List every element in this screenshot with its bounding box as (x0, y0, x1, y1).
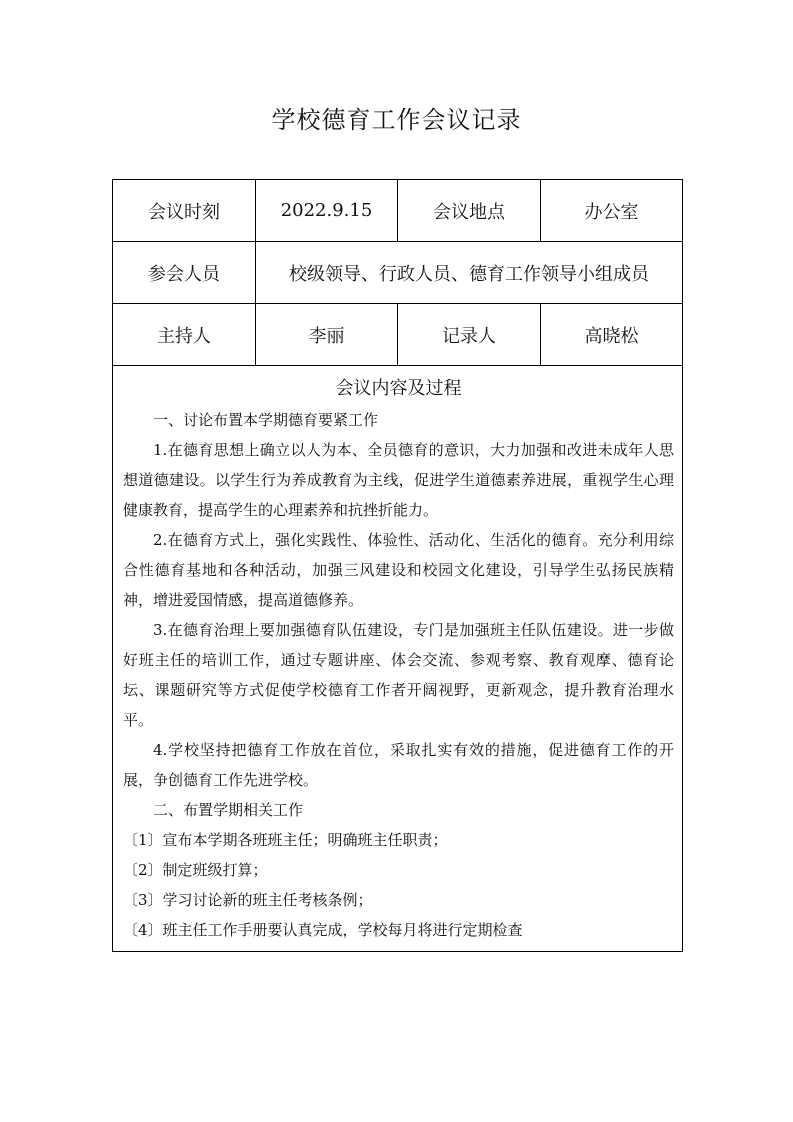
content-heading: 会议内容及过程 (335, 378, 462, 399)
recorder-label: 记录人 (398, 304, 541, 366)
host-value: 李丽 (256, 304, 398, 366)
recorder-value: 高晓松 (541, 304, 683, 366)
section-heading-2: 二、布置学期相关工作 (153, 801, 304, 819)
time-label: 会议时刻 (113, 180, 256, 242)
list-item: 〔1〕宣布本学期各班班主任；明确班主任职责； (123, 831, 448, 849)
list-item: 〔4〕班主任工作手册要认真完成，学校每月将进行定期检查 (123, 921, 523, 939)
attendees-row (113, 242, 683, 304)
list-item: 〔3〕学习讨论新的班主任考核条例； (123, 891, 373, 909)
time-value: 2022.9.15 (256, 180, 398, 242)
content-paragraph: 2.在德育方式上，强化实践性、体验性、活动化、生活化的德育。充分利用综合性德育基地和各种活动，加强三风建设和校园文化建设，引导学生弘扬民族精神，增进爱国情感，提高道德修养。 (123, 531, 674, 609)
list-item: 〔2〕制定班级打算； (123, 861, 268, 879)
section-heading-1: 一、讨论布置本学期德育要紧工作 (153, 411, 379, 429)
place-label: 会议地点 (398, 180, 541, 242)
meeting-record-table (112, 179, 683, 952)
attendees-value: 校级领导、行政人员、德育工作领导小组成员 (256, 242, 683, 304)
document-title: 学校德育工作会议记录 (271, 106, 522, 134)
time-place-row (113, 180, 683, 242)
content-row (113, 366, 683, 952)
place-value: 办公室 (541, 180, 683, 242)
meeting-content (113, 366, 683, 952)
attendees-label: 参会人员 (113, 242, 256, 304)
host-recorder-row (113, 304, 683, 366)
content-paragraph: 3.在德育治理上要加强德育队伍建设，专门是加强班主任队伍建设。进一步做好班主任的培训工作，通过专题讲座、体会交流、参观考察、教育观摩、德育论坛、课题研究等方式促使学校德育工作者开阔视野，更新观念，提升教育治理水平。 (123, 621, 674, 729)
content-paragraph: 1.在德育思想上确立以人为本、全员德育的意识，大力加强和改进未成年人思想道德建设。以学生行为养成教育为主线，促进学生道德素养进展，重视学生心理健康教育，提高学生的心理素养和抗挫折能力。 (123, 441, 674, 519)
content-paragraph: 4.学校坚持把德育工作放在首位，采取扎实有效的措施，促进德育工作的开展，争创德育工作先进学校。 (123, 741, 674, 789)
host-label: 主持人 (113, 304, 256, 366)
